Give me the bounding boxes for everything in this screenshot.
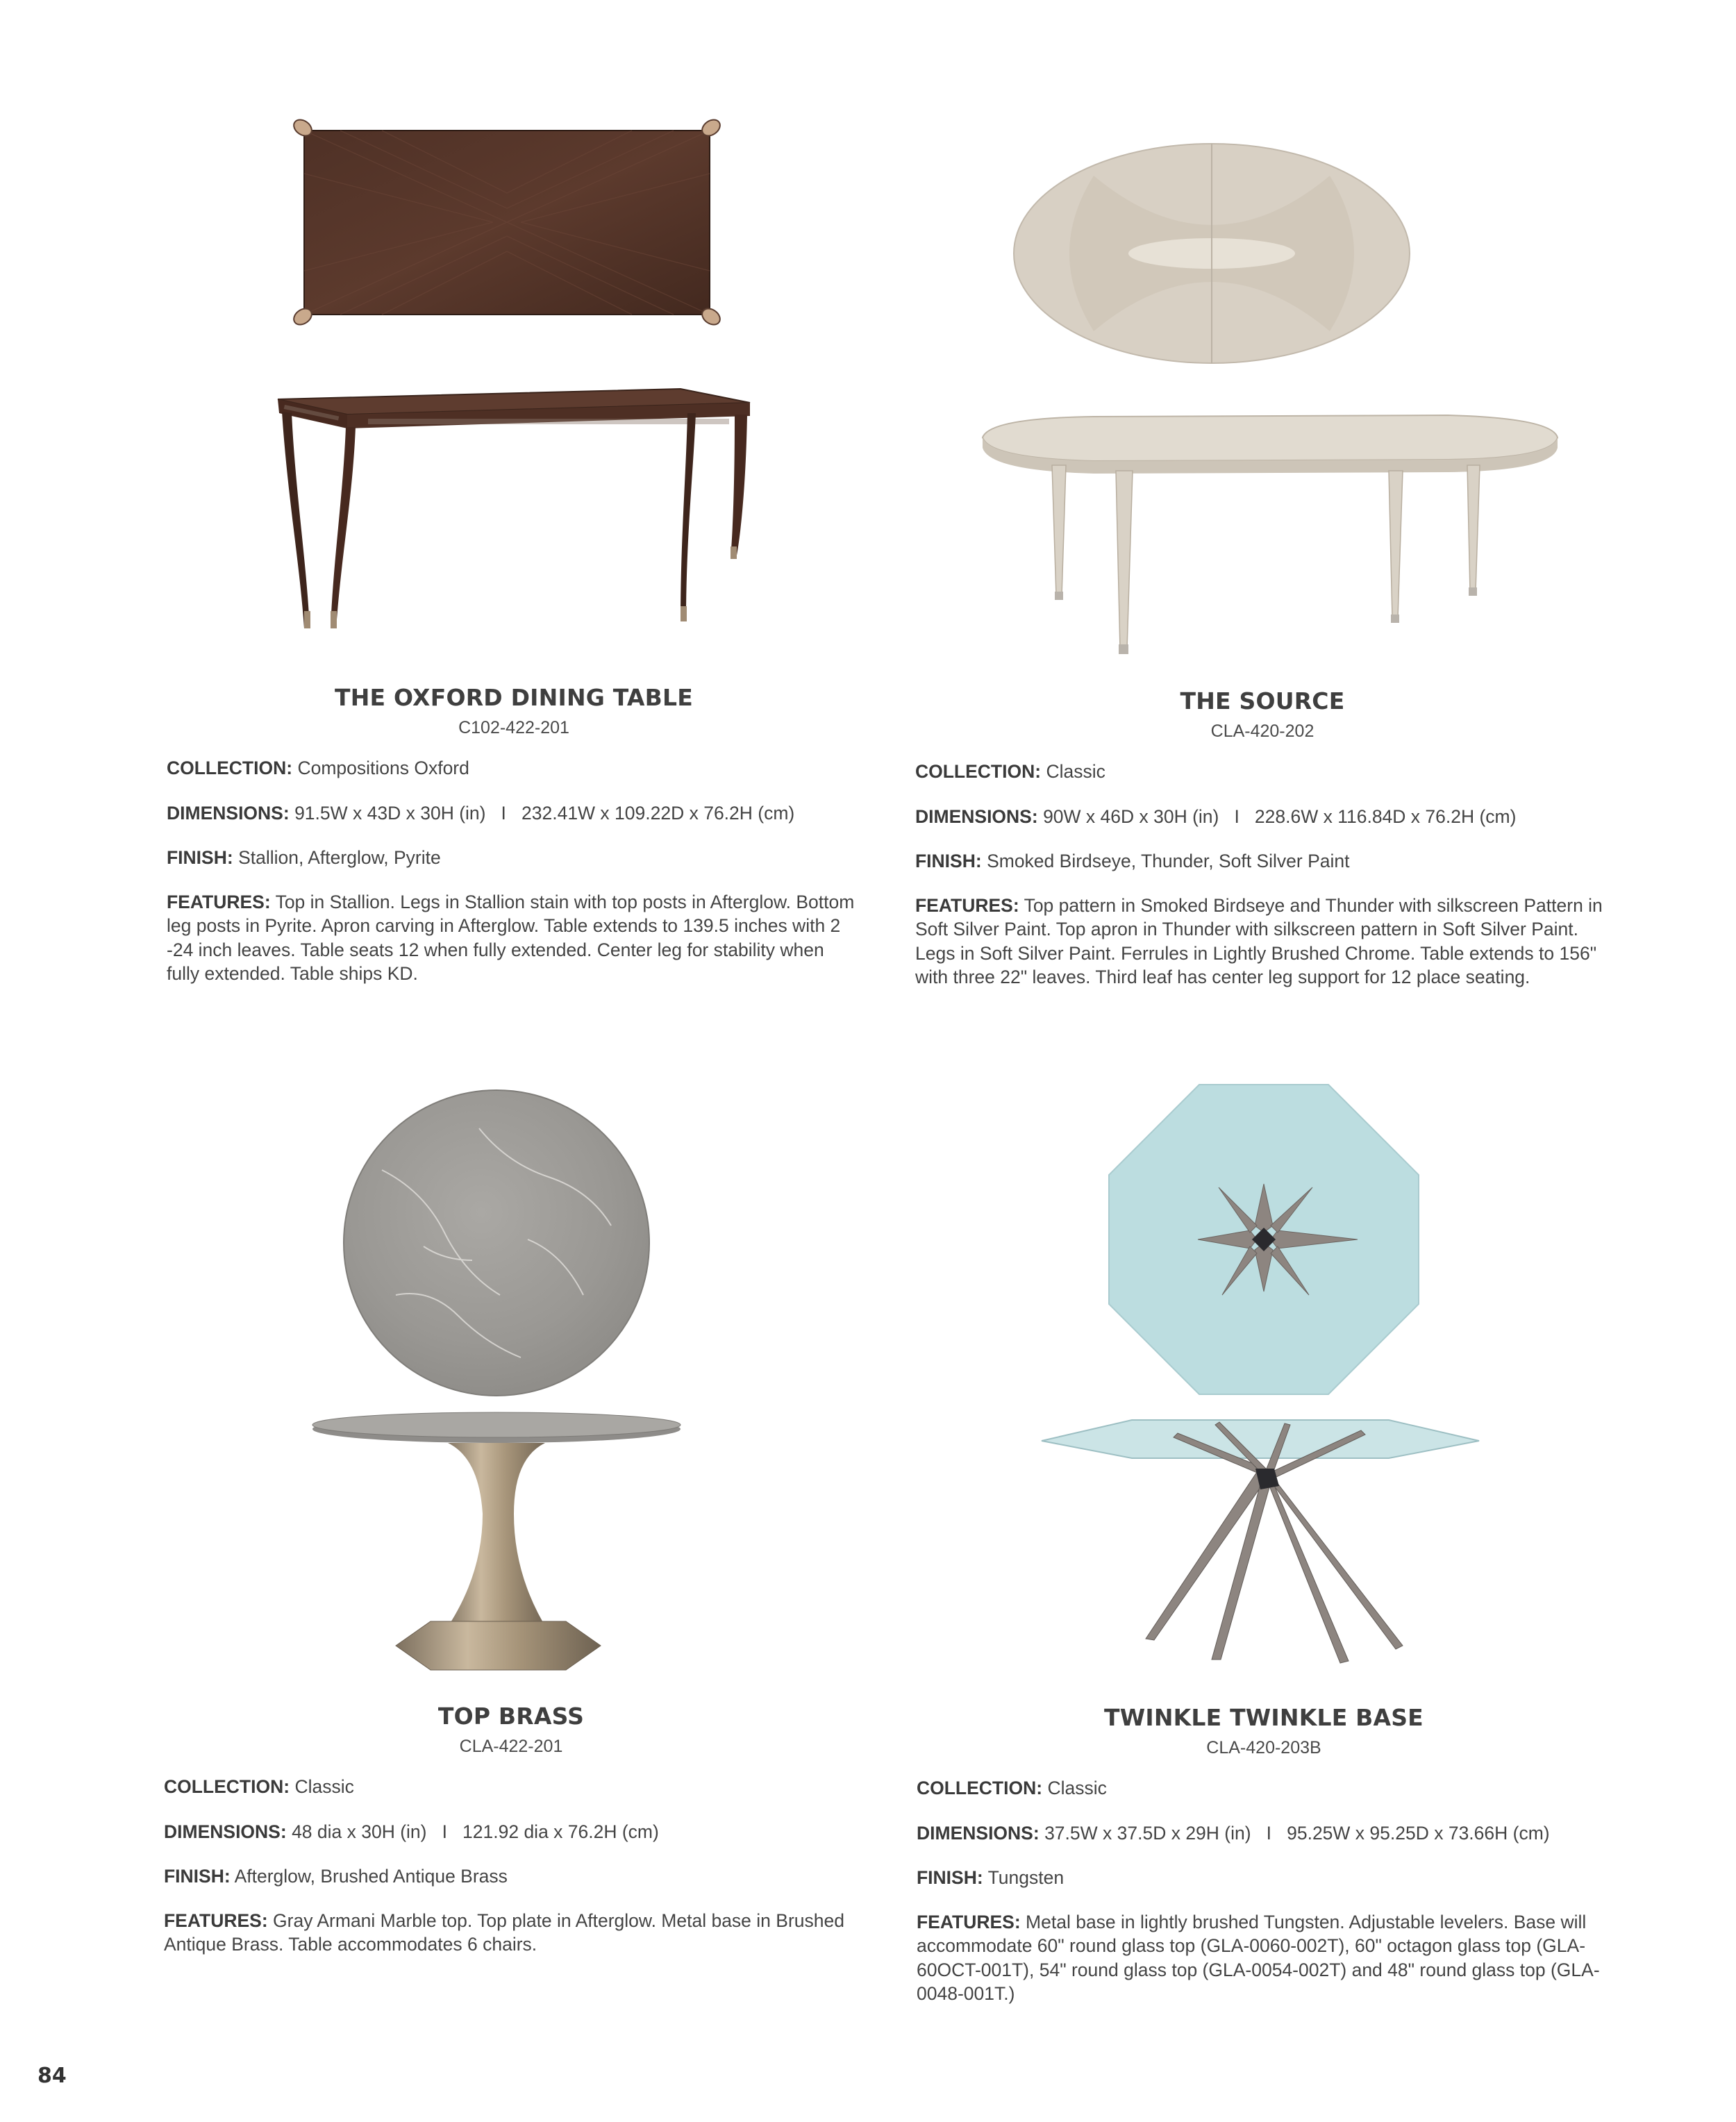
product-sku: CLA-420-202 (1210, 721, 1314, 741)
collection-row (167, 756, 861, 780)
collection-row (164, 1775, 858, 1799)
dimensions-label: DIMENSIONS: (167, 802, 290, 824)
features-value: Metal base in lightly brushed Tungsten. Adjustable levelers. Base will accommodate 60" round glass top (GLA-0060-002T), 60" octagon glass top (GLA-60OCT-001T), 54" round glass top (GLA-0054-002T) and 48" round glass top (GLA-0048-001T.) (917, 1911, 1600, 2004)
finish-row (915, 849, 1610, 874)
dimensions-value: 91.5W x 43D x 30H (in) I 232.41W x 109.22D x 76.2H (cm) (294, 802, 795, 824)
collection-value: Classic (1047, 1778, 1107, 1798)
product-title: THE OXFORD DINING TABLE (335, 684, 693, 711)
finish-value: Smoked Birdseye, Thunder, Soft Silver Paint (987, 851, 1350, 871)
features-value: Top pattern in Smoked Birdseye and Thunder with silkscreen Pattern in Soft Silver Paint. Top apron in Thunder with silkscreen pattern in Soft Silver Paint. Legs in Soft Silver Paint. Ferrules in Lightly Brushed Chrome. Table extends to 156" with three 22" leaves. Third leaf has center leg support for 12 place seating. (915, 894, 1603, 987)
product-top-brass (164, 1703, 858, 1957)
twinkle-octagon-top-view (1108, 1083, 1420, 1396)
features-row (917, 1910, 1611, 2006)
product-oxford (167, 684, 861, 986)
dimensions-label: DIMENSIONS: (915, 805, 1038, 827)
product-twinkle (917, 1704, 1611, 2006)
dimensions-row (915, 805, 1610, 829)
features-label: FEATURES: (915, 894, 1019, 916)
collection-label: COLLECTION: (167, 758, 293, 778)
product-title: THE SOURCE (1180, 687, 1345, 715)
features-row (915, 894, 1610, 989)
features-row (167, 890, 861, 986)
finish-value: Stallion, Afterglow, Pyrite (238, 847, 441, 868)
finish-value: Afterglow, Brushed Antique Brass (234, 1866, 508, 1887)
dimensions-row (167, 801, 861, 826)
dimensions-label: DIMENSIONS: (164, 1821, 287, 1842)
finish-label: FINISH: (164, 1866, 231, 1887)
features-value: Gray Armani Marble top. Top plate in Afterglow. Metal base in Brushed Antique Brass. Table accommodates 6 chairs. (164, 1910, 844, 1955)
product-title: TWINKLE TWINKLE BASE (1104, 1704, 1424, 1731)
oxford-table-top-view (285, 111, 729, 333)
features-value: Top in Stallion. Legs in Stallion stain with top posts in Afterglow. Bottom leg posts in Pyrite. Apron carving in Afterglow. Table extends to 139.5 inches with 2 -24 inch leaves. Table seats 12 when fully extended. Center leg for stability when fully extended. Table ships KD. (167, 891, 855, 984)
dimensions-row (917, 1821, 1611, 1846)
top-brass-marble-top-view (340, 1087, 653, 1399)
finish-value: Tungsten (987, 1867, 1065, 1888)
page-number: 84 (37, 2064, 67, 2088)
product-sku: C102-422-201 (458, 718, 569, 737)
twinkle-perspective-view (1035, 1417, 1486, 1666)
oxford-table-perspective-view (264, 385, 764, 635)
dimensions-value: 90W x 46D x 30H (in) I 228.6W x 116.84D x 76.2H (cm) (1043, 805, 1517, 827)
product-source (915, 687, 1610, 989)
finish-row (917, 1866, 1611, 1890)
finish-label: FINISH: (915, 851, 982, 871)
top-brass-perspective-view (306, 1403, 694, 1680)
dimensions-row (164, 1820, 858, 1844)
collection-value: Compositions Oxford (297, 758, 469, 778)
finish-row (167, 846, 861, 870)
product-sku: CLA-420-203B (1206, 1738, 1321, 1757)
finish-row (164, 1864, 858, 1889)
finish-label: FINISH: (167, 847, 233, 868)
product-title: TOP BRASS (437, 1703, 585, 1730)
features-label: FEATURES: (167, 891, 271, 912)
dimensions-value: 37.5W x 37.5D x 29H (in) I 95.25W x 95.25D x 73.66H (cm) (1044, 1822, 1550, 1844)
source-table-top-view (1003, 135, 1420, 371)
collection-row (917, 1776, 1611, 1801)
dimensions-value: 48 dia x 30H (in) I 121.92 dia x 76.2H (cm) (292, 1821, 659, 1842)
finish-label: FINISH: (917, 1867, 983, 1888)
product-sku: CLA-422-201 (459, 1737, 563, 1756)
source-table-perspective-view (969, 410, 1566, 660)
features-row (164, 1909, 858, 1957)
collection-row (915, 760, 1610, 784)
collection-label: COLLECTION: (164, 1776, 290, 1797)
collection-value: Classic (294, 1776, 354, 1797)
collection-label: COLLECTION: (915, 761, 1042, 782)
collection-label: COLLECTION: (917, 1778, 1043, 1798)
dimensions-label: DIMENSIONS: (917, 1822, 1040, 1844)
collection-value: Classic (1046, 761, 1105, 782)
features-label: FEATURES: (164, 1910, 268, 1931)
features-label: FEATURES: (917, 1911, 1021, 1932)
